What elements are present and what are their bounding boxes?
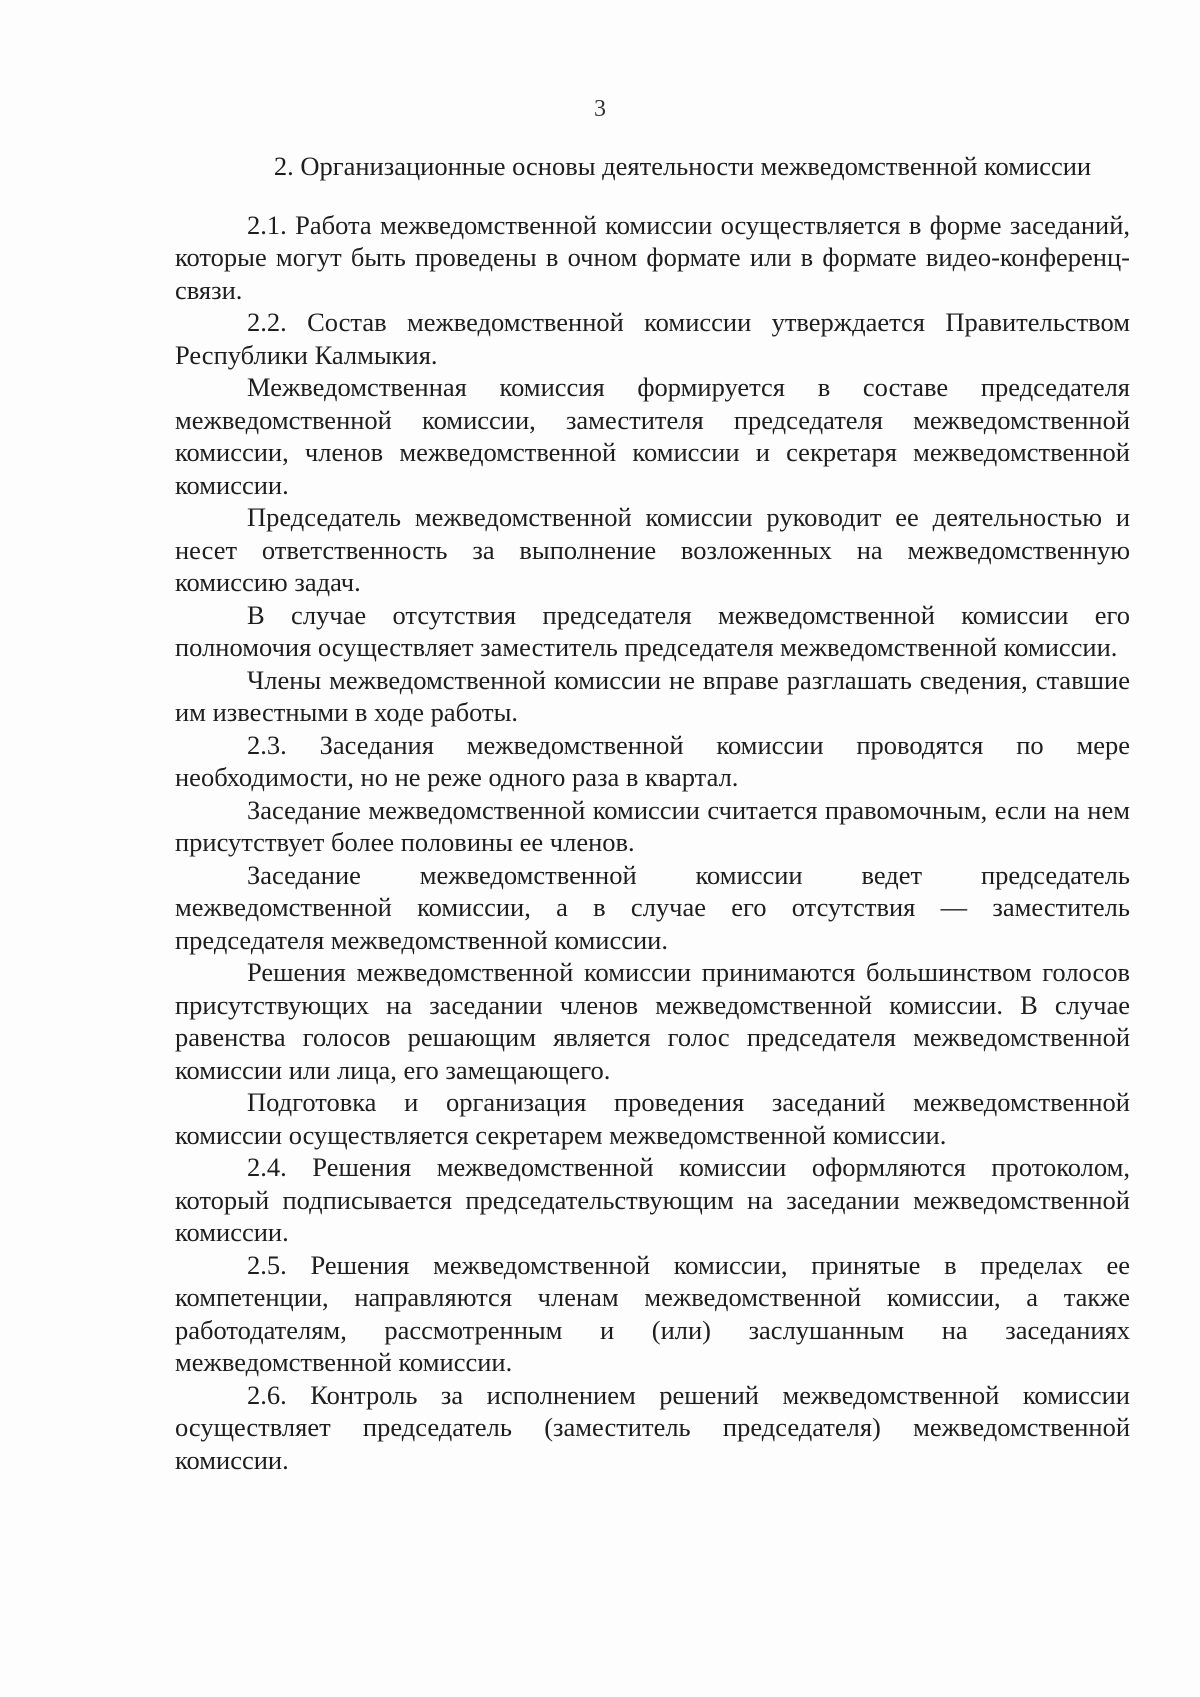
paragraph-meeting-chair: Заседание межведомственной комиссии ведет председатель межведомственной комиссии, а в случае его отсутствия — заместитель председателя межведомственной комиссии.: [175, 859, 1130, 955]
document-body: [175, 150, 1130, 1476]
paragraph-confidentiality: Члены межведомственной комиссии не вправе разглашать сведения, ставшие им известными в ходе работы.: [175, 664, 1130, 727]
paragraph-chairman-duties: Председатель межведомственной комиссии руководит ее деятельностью и несет ответственность за выполнение возложенных на межведомственную комиссию задач.: [175, 502, 1130, 597]
paragraph-secretary: Подготовка и организация проведения заседаний межведомственной комиссии осуществляется секретарем межведомственной комиссии.: [175, 1087, 1130, 1150]
paragraph-quorum: Заседание межведомственной комиссии считается правомочным, если на нем присутствует более половины ее членов.: [175, 794, 1130, 857]
paragraph-2-5: 2.5. Решения межведомственной комиссии, принятые в пределах ее компетенции, направляются членам межведомственной комиссии, а также работодателям, рассмотренным и (или) заслушанным на заседаниях межведомственной комиссии.: [175, 1249, 1130, 1377]
paragraph-2-6: 2.6. Контроль за исполнением решений межведомственной комиссии осуществляет председатель (заместитель председателя) межведомственной комиссии.: [175, 1379, 1130, 1475]
paragraph-composition: Межведомственная комиссия формируется в составе председателя межведомственной комиссии, заместителя председателя межведомственной комиссии, членов межведомственной комиссии и секретаря межведомственной комиссии.: [175, 372, 1130, 500]
paragraph-2-2: 2.2. Состав межведомственной комиссии утверждается Правительством Республики Калмыкия.: [175, 307, 1130, 370]
paragraph-2-1: 2.1. Работа межведомственной комиссии осуществляется в форме заседаний, которые могут быть проведены в очном формате или в формате видео-конференц-связи.: [175, 209, 1130, 305]
paragraph-chairman-absence: В случае отсутствия председателя межведомственной комиссии его полномочия осуществляет заместитель председателя межведомственной комиссии.: [175, 599, 1130, 662]
section-heading: 2. Организационные основы деятельности межведомственной комиссии: [273, 151, 1092, 181]
paragraph-2-4: 2.4. Решения межведомственной комиссии оформляются протоколом, который подписывается председательствующим на заседании межведомственной комиссии.: [175, 1152, 1130, 1247]
paragraph-voting: Решения межведомственной комиссии принимаются большинством голосов присутствующих на заседании членов межведомственной комиссии. В случае равенства голосов решающим является голос председателя межведомственной комиссии или лица, его замещающего.: [175, 957, 1130, 1085]
paragraph-2-3: 2.3. Заседания межведомственной комиссии проводятся по мере необходимости, но не реже одного раза в квартал.: [175, 729, 1130, 792]
page-number: 3: [594, 96, 606, 122]
